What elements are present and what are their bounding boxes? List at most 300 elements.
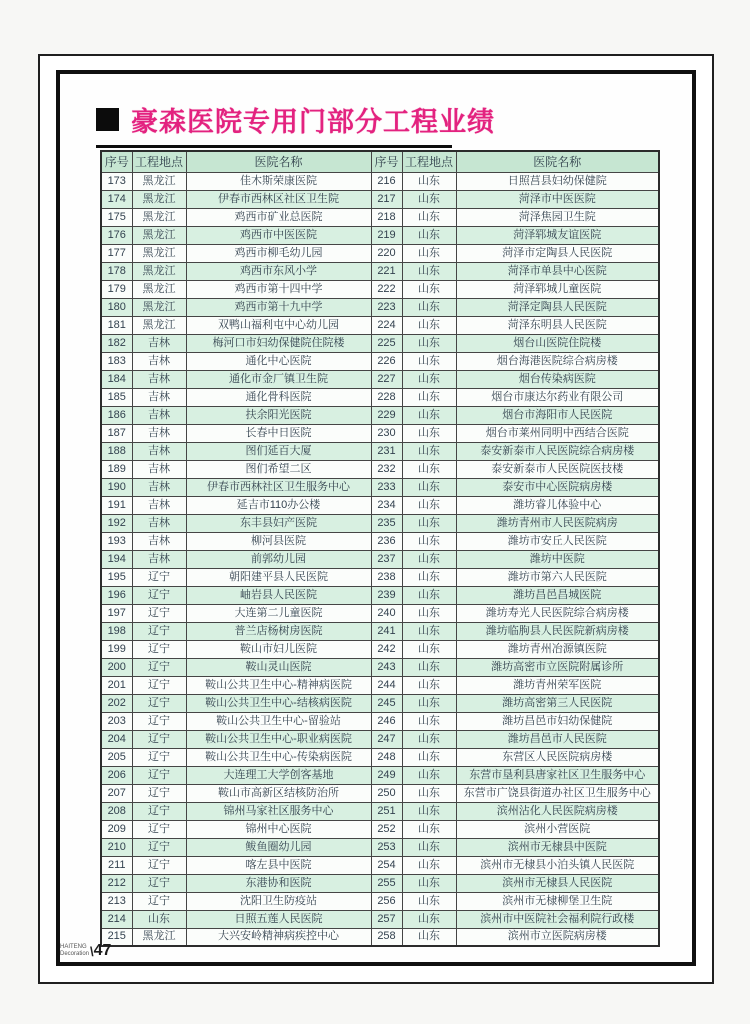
hospital-name-cell: 通化中心医院 [186,352,371,370]
seq-cell: 198 [101,622,132,640]
location-cell: 吉林 [132,532,186,550]
seq-cell: 188 [101,442,132,460]
location-cell: 山东 [402,694,456,712]
location-cell: 山东 [402,208,456,226]
hospital-name-cell: 菏泽定陶县人民医院 [456,298,659,316]
location-cell: 辽宁 [132,676,186,694]
seq-cell: 208 [101,802,132,820]
table-row [101,676,659,694]
location-cell: 辽宁 [132,568,186,586]
seq-cell: 210 [101,838,132,856]
header-location-right: 工程地点 [402,151,456,172]
table-row [101,352,659,370]
hospital-name-cell: 柳河县医院 [186,532,371,550]
location-cell: 山东 [402,352,456,370]
table-row [101,910,659,928]
table-row [101,586,659,604]
hospital-name-cell: 沈阳卫生防疫站 [186,892,371,910]
location-cell: 山东 [402,532,456,550]
seq-cell: 255 [371,874,402,892]
hospital-name-cell: 潍坊高密市立医院附属诊所 [456,658,659,676]
location-cell: 吉林 [132,550,186,568]
hospital-name-cell: 鸡西市东风小学 [186,262,371,280]
seq-cell: 183 [101,352,132,370]
hospital-name-cell: 日照五莲人民医院 [186,910,371,928]
hospital-name-cell: 烟台市康达尔药业有限公司 [456,388,659,406]
seq-cell: 178 [101,262,132,280]
location-cell: 黑龙江 [132,190,186,208]
hospital-name-cell: 大连第二儿童医院 [186,604,371,622]
hospital-name-cell: 菏泽郓城友谊医院 [456,226,659,244]
location-cell: 山东 [402,874,456,892]
seq-cell: 238 [371,568,402,586]
hospital-name-cell: 滨州市立医院病房楼 [456,928,659,946]
hospital-name-cell: 鞍山公共卫生中心-结核病医院 [186,694,371,712]
location-cell: 山东 [402,460,456,478]
seq-cell: 252 [371,820,402,838]
location-cell: 辽宁 [132,712,186,730]
hospital-name-cell: 菏泽郓城儿童医院 [456,280,659,298]
hospital-name-cell: 梅河口市妇幼保健院住院楼 [186,334,371,352]
location-cell: 山东 [402,550,456,568]
seq-cell: 187 [101,424,132,442]
table-row [101,658,659,676]
location-cell: 辽宁 [132,604,186,622]
location-cell: 山东 [402,172,456,190]
hospital-name-cell: 烟台市海阳市人民医院 [456,406,659,424]
hospital-name-cell: 泰安新泰市人民医院综合病房楼 [456,442,659,460]
seq-cell: 247 [371,730,402,748]
table-header [101,151,659,172]
location-cell: 山东 [402,370,456,388]
location-cell: 山东 [402,784,456,802]
seq-cell: 191 [101,496,132,514]
seq-cell: 220 [371,244,402,262]
seq-cell: 186 [101,406,132,424]
location-cell: 山东 [402,442,456,460]
table-row [101,694,659,712]
location-cell: 山东 [402,892,456,910]
hospital-name-cell: 潍坊市安丘人民医院 [456,532,659,550]
location-cell: 山东 [402,262,456,280]
location-cell: 黑龙江 [132,316,186,334]
seq-cell: 175 [101,208,132,226]
location-cell: 黑龙江 [132,262,186,280]
hospital-name-cell: 泰安新泰市人民医院医技楼 [456,460,659,478]
location-cell: 山东 [402,856,456,874]
hospital-name-cell: 潍坊昌邑市人民医院 [456,730,659,748]
hospital-name-cell: 东丰县妇产医院 [186,514,371,532]
seq-cell: 199 [101,640,132,658]
seq-cell: 225 [371,334,402,352]
hospital-name-cell: 潍坊睿儿体验中心 [456,496,659,514]
seq-cell: 173 [101,172,132,190]
hospital-name-cell: 锦州马家社区服务中心 [186,802,371,820]
seq-cell: 232 [371,460,402,478]
location-cell: 吉林 [132,514,186,532]
seq-cell: 189 [101,460,132,478]
table-row [101,478,659,496]
hospital-name-cell: 锦州中心医院 [186,820,371,838]
header-hospital-right: 医院名称 [456,151,659,172]
hospital-name-cell: 东营区人民医院病房楼 [456,748,659,766]
location-cell: 山东 [402,514,456,532]
location-cell: 黑龙江 [132,298,186,316]
seq-cell: 174 [101,190,132,208]
hospital-name-cell: 图们延百大厦 [186,442,371,460]
hospital-name-cell: 潍坊青州市人民医院病房 [456,514,659,532]
table-row [101,928,659,946]
header-seq-right: 序号 [371,151,402,172]
seq-cell: 211 [101,856,132,874]
page-title: 豪森医院专用门部分工程业绩 [131,107,495,137]
location-cell: 山东 [402,622,456,640]
header-hospital-left: 医院名称 [186,151,371,172]
seq-cell: 177 [101,244,132,262]
seq-cell: 202 [101,694,132,712]
hospital-name-cell: 菏泽市单县中心医院 [456,262,659,280]
hospital-name-cell: 潍坊市第六人民医院 [456,568,659,586]
location-cell: 吉林 [132,370,186,388]
location-cell: 辽宁 [132,874,186,892]
location-cell: 山东 [402,712,456,730]
location-cell: 山东 [402,676,456,694]
table-row [101,298,659,316]
location-cell: 辽宁 [132,784,186,802]
seq-cell: 215 [101,928,132,946]
location-cell: 吉林 [132,460,186,478]
seq-cell: 244 [371,676,402,694]
hospital-name-cell: 鞍山公共卫生中心-传染病医院 [186,748,371,766]
location-cell: 黑龙江 [132,208,186,226]
table-row [101,874,659,892]
seq-cell: 219 [371,226,402,244]
location-cell: 黑龙江 [132,244,186,262]
hospital-name-cell: 鸡西市第十四中学 [186,280,371,298]
table-row [101,280,659,298]
table-row [101,802,659,820]
location-cell: 辽宁 [132,802,186,820]
location-cell: 山东 [402,388,456,406]
location-cell: 黑龙江 [132,928,186,946]
table-row [101,838,659,856]
table-row [101,172,659,190]
seq-cell: 206 [101,766,132,784]
header-location-left: 工程地点 [132,151,186,172]
location-cell: 山东 [402,802,456,820]
location-cell: 山东 [402,604,456,622]
seq-cell: 242 [371,640,402,658]
location-cell: 辽宁 [132,748,186,766]
seq-cell: 224 [371,316,402,334]
location-cell: 山东 [402,586,456,604]
hospital-name-cell: 滨州市无棣县中医院 [456,838,659,856]
hospital-name-cell: 潍坊临朐县人民医院新病房楼 [456,622,659,640]
performance-table-body [101,172,659,946]
hospital-name-cell: 通化市金厂镇卫生院 [186,370,371,388]
seq-cell: 234 [371,496,402,514]
table-row [101,784,659,802]
hospital-name-cell: 长春中日医院 [186,424,371,442]
location-cell: 山东 [402,838,456,856]
seq-cell: 249 [371,766,402,784]
seq-cell: 231 [371,442,402,460]
table-row [101,748,659,766]
location-cell: 山东 [402,226,456,244]
location-cell: 辽宁 [132,622,186,640]
hospital-name-cell: 双鸭山福利屯中心幼儿园 [186,316,371,334]
hospital-name-cell: 烟台山医院住院楼 [456,334,659,352]
location-cell: 山东 [402,640,456,658]
seq-cell: 256 [371,892,402,910]
location-cell: 山东 [402,406,456,424]
location-cell: 辽宁 [132,658,186,676]
location-cell: 吉林 [132,334,186,352]
seq-cell: 250 [371,784,402,802]
hospital-name-cell: 大兴安岭精神病疾控中心 [186,928,371,946]
seq-cell: 221 [371,262,402,280]
hospital-name-cell: 日照莒县妇幼保健院 [456,172,659,190]
hospital-name-cell: 滨州市无棣柳堡卫生院 [456,892,659,910]
seq-cell: 176 [101,226,132,244]
hospital-name-cell: 泰安市中心医院病房楼 [456,478,659,496]
seq-cell: 203 [101,712,132,730]
table-row [101,406,659,424]
table-row [101,226,659,244]
seq-cell: 233 [371,478,402,496]
brand-line1: HAITENG [60,944,87,951]
table-row [101,334,659,352]
table-row [101,208,659,226]
brand-slash-mark: \ [90,943,94,959]
hospital-name-cell: 前郭幼儿园 [186,550,371,568]
table-row [101,622,659,640]
seq-cell: 179 [101,280,132,298]
hospital-name-cell: 东营市垦利县唐家社区卫生服务中心 [456,766,659,784]
hospital-name-cell: 潍坊青州荣军医院 [456,676,659,694]
seq-cell: 213 [101,892,132,910]
location-cell: 山东 [402,748,456,766]
table-row [101,820,659,838]
seq-cell: 201 [101,676,132,694]
location-cell: 辽宁 [132,820,186,838]
hospital-name-cell: 烟台海港医院综合病房楼 [456,352,659,370]
location-cell: 山东 [402,928,456,946]
location-cell: 吉林 [132,388,186,406]
hospital-name-cell: 潍坊昌邑市妇幼保健院 [456,712,659,730]
table-row [101,460,659,478]
table-row [101,532,659,550]
hospital-name-cell: 伊春市西林区社区卫生院 [186,190,371,208]
seq-cell: 200 [101,658,132,676]
hospital-name-cell: 滨州小营医院 [456,820,659,838]
location-cell: 山东 [402,568,456,586]
location-cell: 山东 [402,424,456,442]
seq-cell: 216 [371,172,402,190]
seq-cell: 218 [371,208,402,226]
hospital-name-cell: 滨州市无棣县人民医院 [456,874,659,892]
seq-cell: 180 [101,298,132,316]
hospital-name-cell: 伊春市西林社区卫生服务中心 [186,478,371,496]
seq-cell: 193 [101,532,132,550]
location-cell: 山东 [402,280,456,298]
table-row [101,892,659,910]
title-square-bullet-icon [96,108,119,131]
table-row [101,388,659,406]
hospital-name-cell: 鞍山公共卫生中心-留验站 [186,712,371,730]
location-cell: 辽宁 [132,766,186,784]
table-row [101,496,659,514]
brand-logo-text [60,944,89,957]
hospital-name-cell: 菏泽东明县人民医院 [456,316,659,334]
hospital-name-cell: 岫岩县人民医院 [186,586,371,604]
location-cell: 辽宁 [132,856,186,874]
title-block [96,100,495,148]
seq-cell: 185 [101,388,132,406]
location-cell: 山东 [402,190,456,208]
location-cell: 黑龙江 [132,172,186,190]
seq-cell: 196 [101,586,132,604]
hospital-name-cell: 鲅鱼圈幼儿园 [186,838,371,856]
seq-cell: 229 [371,406,402,424]
location-cell: 黑龙江 [132,226,186,244]
table-row [101,424,659,442]
seq-cell: 236 [371,532,402,550]
seq-cell: 217 [371,190,402,208]
hospital-name-cell: 潍坊高密第三人民医院 [456,694,659,712]
seq-cell: 209 [101,820,132,838]
header-seq-left: 序号 [101,151,132,172]
hospital-name-cell: 滨州市中医院社会福利院行政楼 [456,910,659,928]
hospital-name-cell: 滨州沾化人民医院病房楼 [456,802,659,820]
seq-cell: 245 [371,694,402,712]
seq-cell: 251 [371,802,402,820]
hospital-name-cell: 延吉市110办公楼 [186,496,371,514]
table-row [101,244,659,262]
location-cell: 黑龙江 [132,280,186,298]
seq-cell: 205 [101,748,132,766]
table-row [101,550,659,568]
table-row [101,442,659,460]
hospital-name-cell: 菏泽焦园卫生院 [456,208,659,226]
seq-cell: 230 [371,424,402,442]
seq-cell: 226 [371,352,402,370]
location-cell: 山东 [402,730,456,748]
location-cell: 山东 [402,478,456,496]
location-cell: 辽宁 [132,730,186,748]
location-cell: 山东 [402,316,456,334]
hospital-name-cell: 扶余阳光医院 [186,406,371,424]
seq-cell: 194 [101,550,132,568]
location-cell: 山东 [402,298,456,316]
hospital-name-cell: 潍坊寿光人民医院综合病房楼 [456,604,659,622]
hospital-name-cell: 鞍山公共卫生中心-精神病医院 [186,676,371,694]
seq-cell: 246 [371,712,402,730]
hospital-name-cell: 潍坊昌邑昌城医院 [456,586,659,604]
seq-cell: 228 [371,388,402,406]
table-row [101,316,659,334]
seq-cell: 182 [101,334,132,352]
hospital-name-cell: 通化骨科医院 [186,388,371,406]
seq-cell: 214 [101,910,132,928]
location-cell: 山东 [402,496,456,514]
hospital-name-cell: 滨州市无棣县小泊头镇人民医院 [456,856,659,874]
seq-cell: 258 [371,928,402,946]
hospital-name-cell: 鞍山灵山医院 [186,658,371,676]
location-cell: 吉林 [132,406,186,424]
hospital-name-cell: 东港协和医院 [186,874,371,892]
hospital-name-cell: 鸡西市矿业总医院 [186,208,371,226]
location-cell: 山东 [402,658,456,676]
hospital-name-cell: 朝阳建平县人民医院 [186,568,371,586]
table-row [101,730,659,748]
seq-cell: 253 [371,838,402,856]
seq-cell: 237 [371,550,402,568]
hospital-name-cell: 菏泽市中医医院 [456,190,659,208]
hospital-name-cell: 图们希望二区 [186,460,371,478]
hospital-name-cell: 佳木斯荣康医院 [186,172,371,190]
seq-cell: 227 [371,370,402,388]
hospital-name-cell: 潍坊中医院 [456,550,659,568]
location-cell: 辽宁 [132,892,186,910]
seq-cell: 243 [371,658,402,676]
seq-cell: 192 [101,514,132,532]
seq-cell: 181 [101,316,132,334]
location-cell: 辽宁 [132,694,186,712]
location-cell: 山东 [402,910,456,928]
seq-cell: 195 [101,568,132,586]
location-cell: 山东 [402,334,456,352]
seq-cell: 197 [101,604,132,622]
hospital-name-cell: 烟台市莱州同明中西结合医院 [456,424,659,442]
page-footer [60,942,111,960]
hospital-name-cell: 鞍山市高新区结核防治所 [186,784,371,802]
hospital-name-cell: 大连理工大学创客基地 [186,766,371,784]
hospital-name-cell: 东营市广饶县街道办社区卫生服务中心 [456,784,659,802]
location-cell: 辽宁 [132,586,186,604]
table-row [101,766,659,784]
seq-cell: 248 [371,748,402,766]
seq-cell: 207 [101,784,132,802]
location-cell: 山东 [402,766,456,784]
hospital-name-cell: 喀左县中医院 [186,856,371,874]
project-performance-table [100,150,660,947]
seq-cell: 254 [371,856,402,874]
hospital-name-cell: 普兰店杨树房医院 [186,622,371,640]
hospital-name-cell: 鸡西市柳毛幼儿园 [186,244,371,262]
seq-cell: 190 [101,478,132,496]
location-cell: 辽宁 [132,640,186,658]
location-cell: 吉林 [132,478,186,496]
seq-cell: 257 [371,910,402,928]
location-cell: 吉林 [132,496,186,514]
table-row [101,370,659,388]
location-cell: 山东 [132,910,186,928]
hospital-name-cell: 潍坊青州冶源镇医院 [456,640,659,658]
table-row [101,640,659,658]
location-cell: 吉林 [132,424,186,442]
table-row [101,568,659,586]
location-cell: 辽宁 [132,838,186,856]
table-row [101,856,659,874]
hospital-name-cell: 鞍山公共卫生中心-职业病医院 [186,730,371,748]
seq-cell: 212 [101,874,132,892]
table-row [101,604,659,622]
brand-line2: Decoration [60,951,90,957]
hospital-name-cell: 烟台传染病医院 [456,370,659,388]
seq-cell: 239 [371,586,402,604]
table-row [101,262,659,280]
